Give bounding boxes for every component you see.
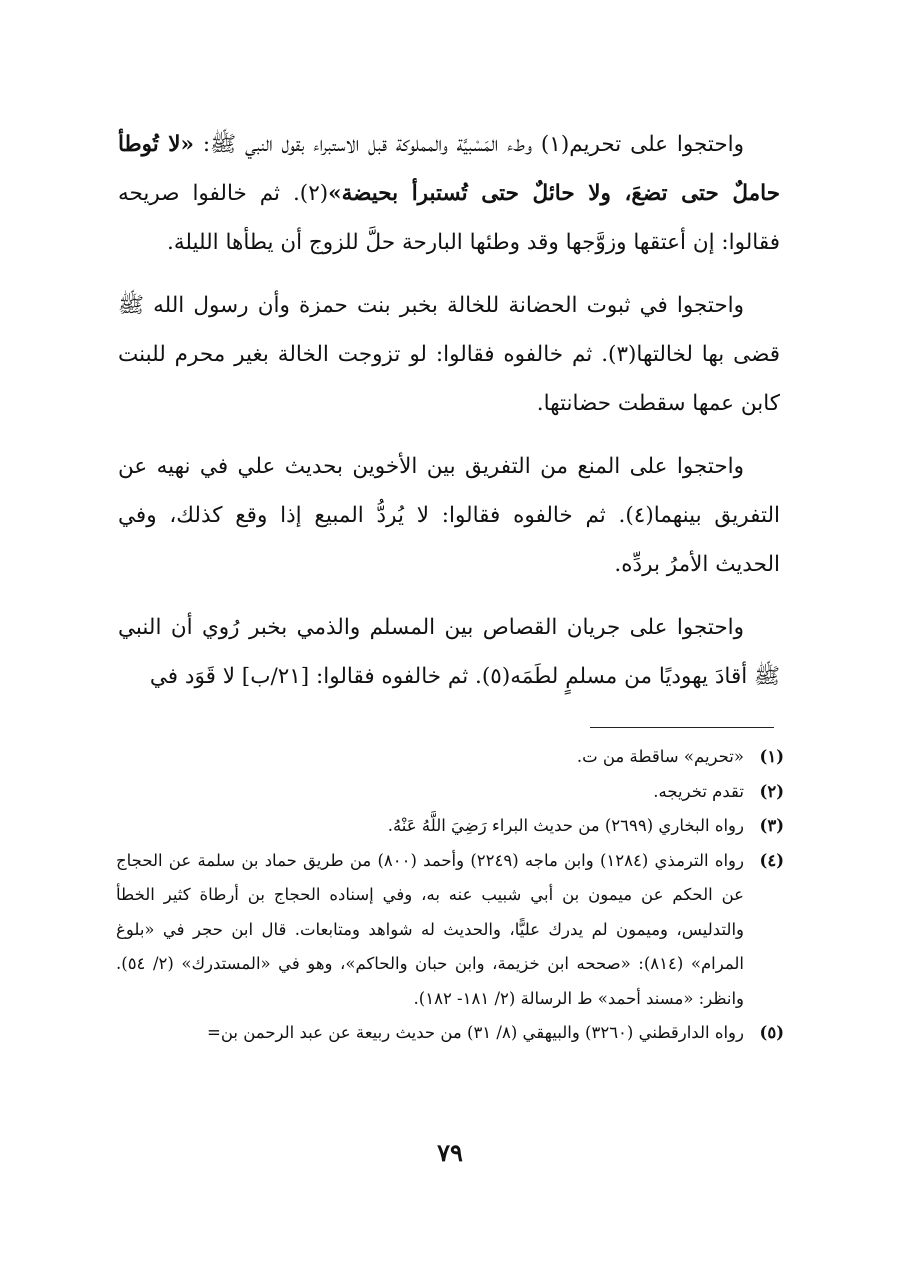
paragraph-segment: (٢). ثم خالفوا صريحه فقالوا: إن أعتقها وزوَّجها وقد وطئها البارحة حلَّ للزوج أن يطأها الليلة. — [118, 181, 780, 255]
footnote — [116, 844, 784, 1017]
footnote-text: رواه الدارقطني (٣٢٦٠) والبيهقي (٨/ ٣١) من حديث ربيعة عن عبد الرحمن بن= — [207, 1023, 744, 1042]
footnote-text: رواه البخاري (٢٦٩٩) من حديث البراء رَضِيَ اللَّهُ عَنْهُ. — [387, 816, 744, 835]
paragraph — [118, 120, 780, 267]
footnote — [116, 740, 784, 775]
paragraph-segment: واحتجوا على جريان القصاص بين المسلم والذمي بخبر رُوي أن النبي ﷺ أقادَ يهوديًا من مسلمٍ لطَمَه(٥). ثم خالفوه فقالوا: [٢١/ب] لا قَوَد في — [118, 615, 780, 689]
footnote-number: (٢) — [759, 781, 784, 801]
main-text — [118, 120, 780, 701]
paragraph-segment: واحتجوا على تحريم(١) وطء المَسْبيَّة والمملوكة قبل الاستبراء بقول النبي ﷺ: — [193, 132, 744, 157]
paragraph-segment: واحتجوا على المنع من التفريق بين الأخوين بحديث علي في نهيه عن التفريق بينهما(٤). ثم خالفوه فقالوا: لا يُردُّ المبيع إذا وقع كذلك، وفي الحديث الأمرُ بردِّه. — [118, 454, 780, 577]
footnote-text: رواه الترمذي (١٢٨٤) وابن ماجه (٢٢٤٩) وأحمد (٨٠٠) من طريق حماد بن سلمة عن الحجاج عن الحكم عن ميمون بن أبي شبيب عنه به، وفي إسناده الحجاج بن أرطاة كثير الخطأ والتدليس، وميمون لم يدرك عليًّا، والحديث له شواهد ومتابعات. قال ابن حجر في «بلوغ المرام» (٨١٤): «صححه ابن خزيمة، وابن حبان والحاكم»، وهو في «المستدرك» (٢/ ٥٤). وانظر: «مسند أحمد» ط الرسالة (٢/ ١٨١- ١٨٢). — [116, 850, 744, 1008]
footnote-number: (١) — [759, 747, 784, 766]
paragraph — [118, 281, 780, 428]
footnote-number: (٣) — [759, 816, 784, 835]
footnote — [116, 809, 784, 844]
footnote — [116, 1016, 784, 1051]
footnote — [116, 775, 784, 810]
footnote-divider — [590, 727, 774, 728]
paragraph — [118, 442, 780, 589]
page-number: ٧٩ — [437, 1138, 463, 1167]
footnotes — [116, 740, 784, 1051]
hadith-quote: «لا تُوطأ حاملٌ حتى تضعَ، ولا حائلٌ حتى تُستبرأ بحيضة» — [118, 132, 780, 206]
footnote-text: تقدم تخريجه. — [653, 781, 744, 801]
paragraph-segment: واحتجوا في ثبوت الحضانة للخالة بخبر بنت حمزة وأن رسول الله ﷺ قضى بها لخالتها(٣). ثم خالفوه فقالوا: لو تزوجت الخالة بغير محرم للبنت كابن عمها سقطت حضانتها. — [118, 293, 781, 416]
footnote-text: «تحريم» ساقطة من ت. — [576, 747, 744, 766]
footnote-number: (٥) — [759, 1023, 784, 1042]
paragraph — [118, 603, 780, 701]
footnote-number: (٤) — [759, 850, 784, 870]
